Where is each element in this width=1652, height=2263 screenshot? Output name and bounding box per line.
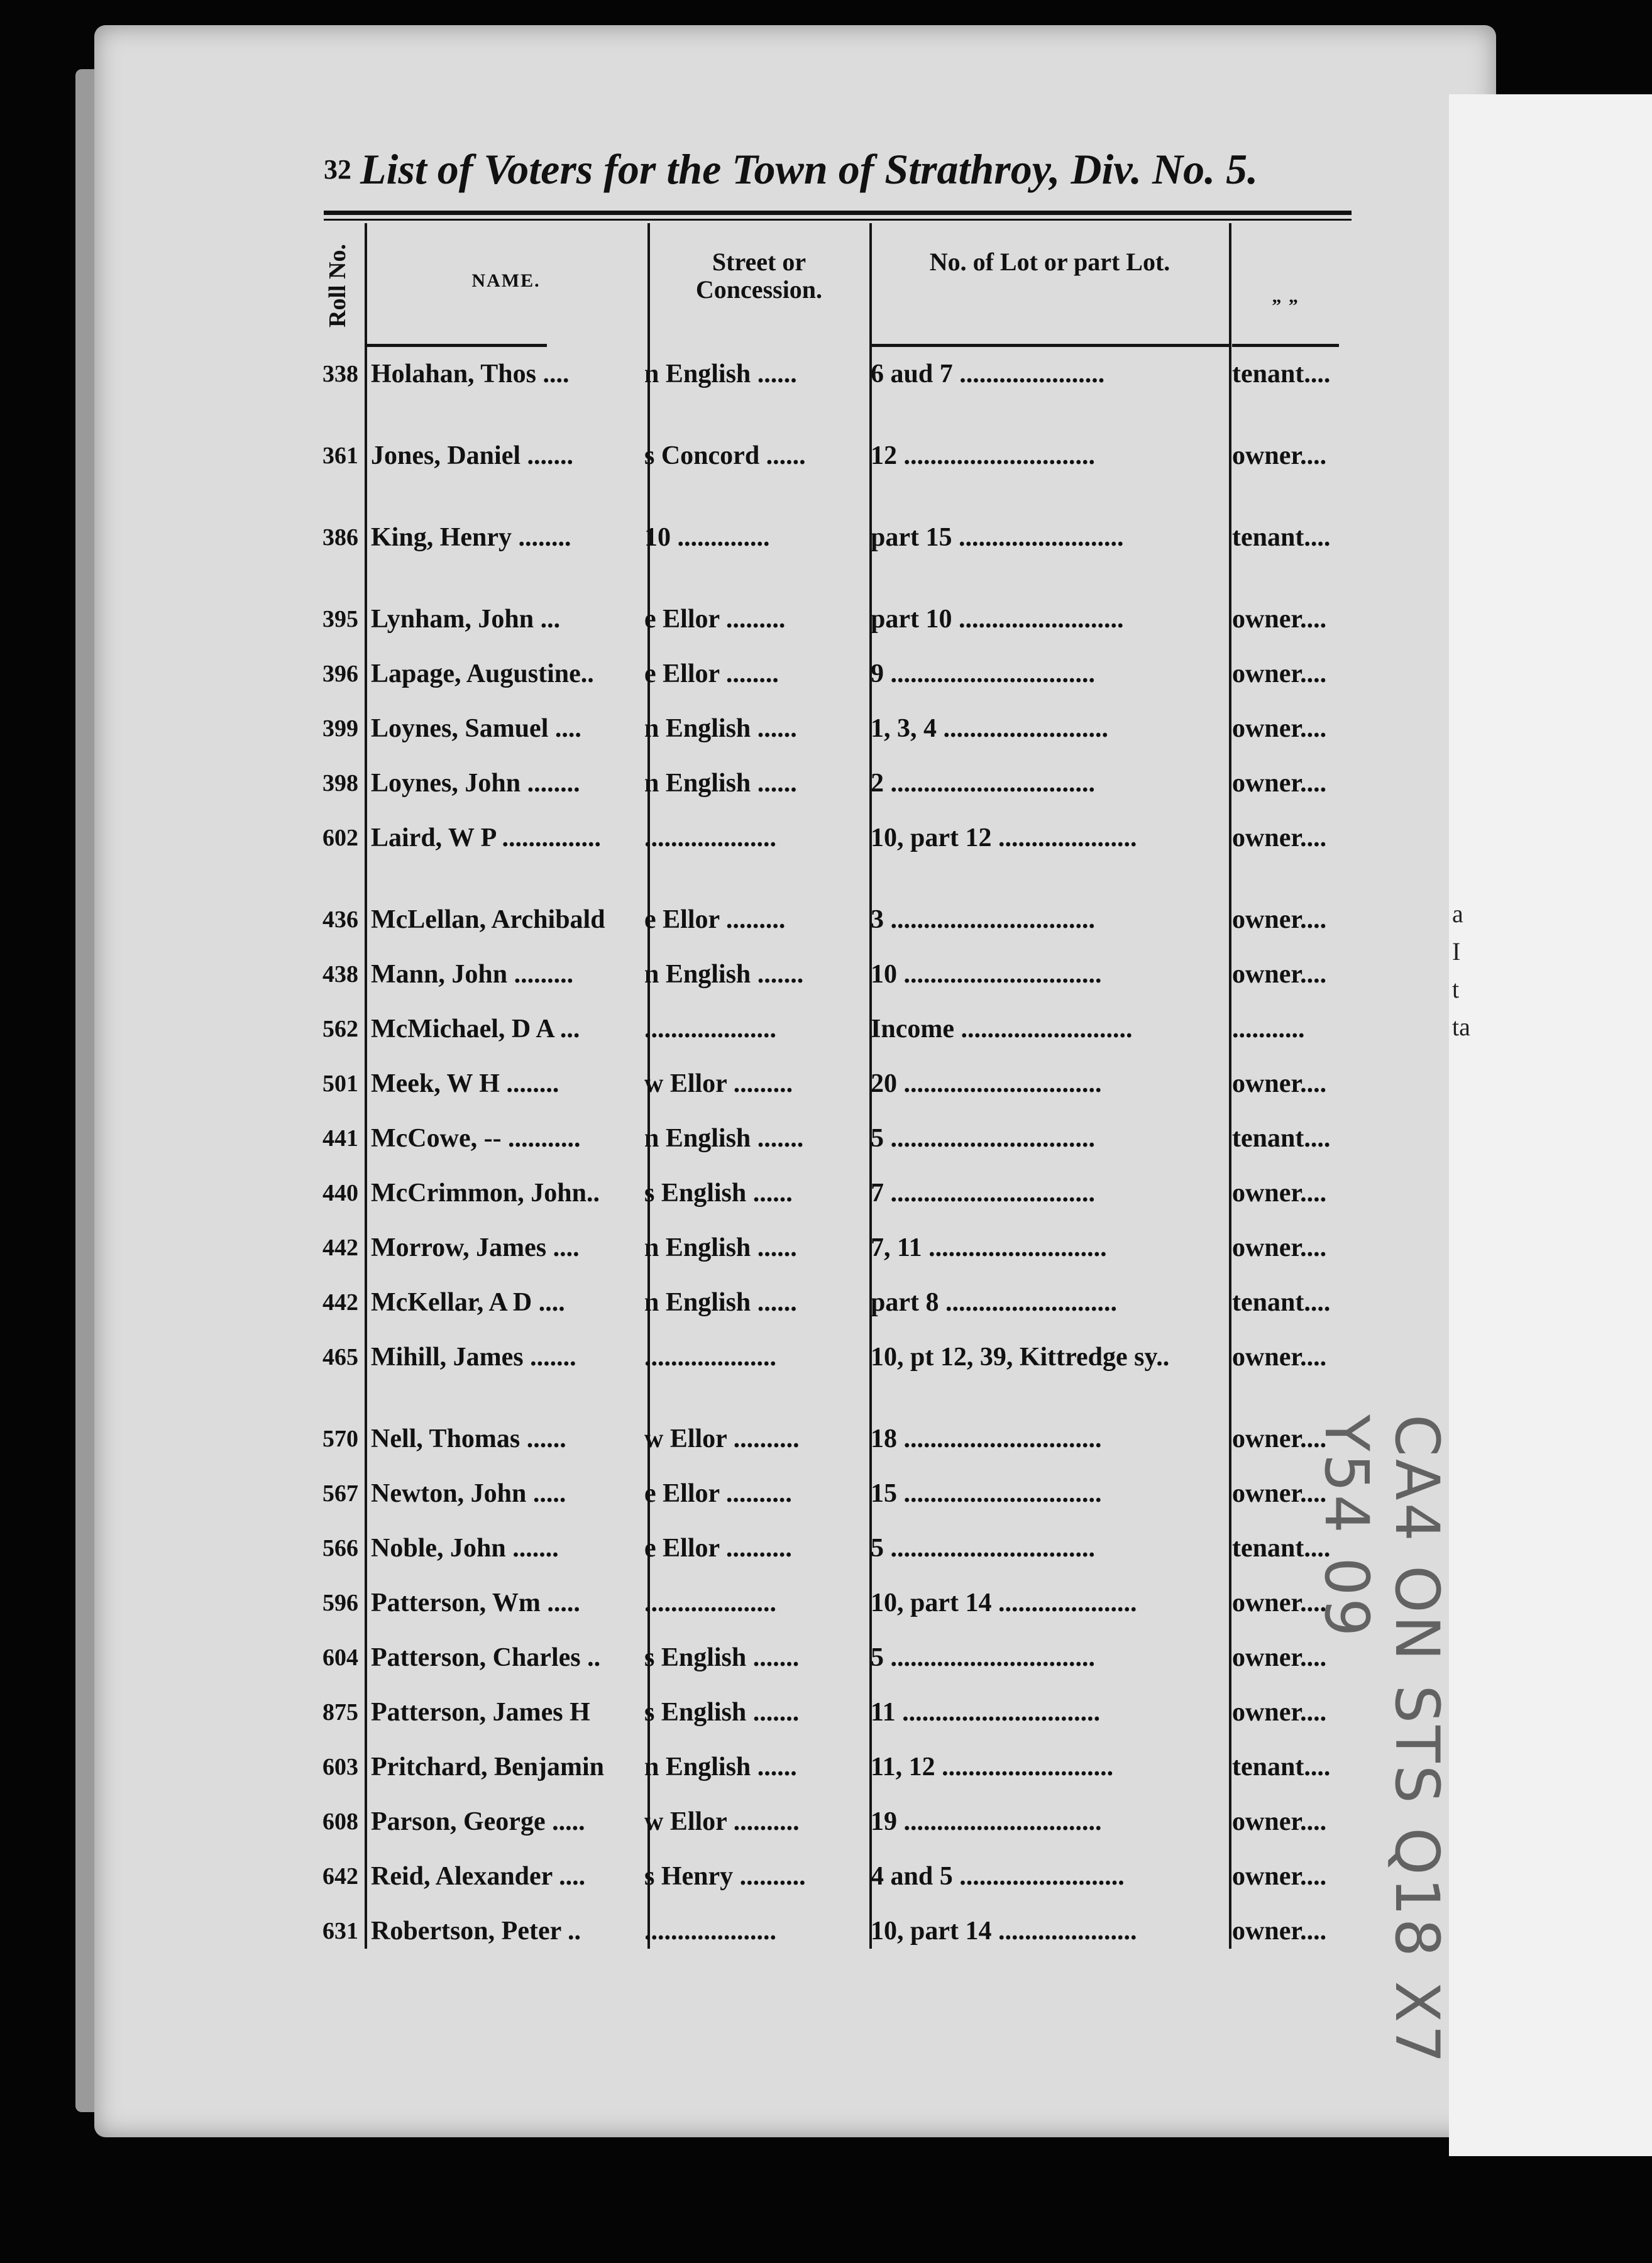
status: owner.... [1232, 1589, 1327, 1617]
column-header-rule [871, 344, 1229, 347]
lot: 11 .............................. [871, 1698, 1101, 1727]
column-header-rule [365, 344, 547, 347]
table-row [321, 1854, 1364, 1898]
voter-name: Pritchard, Benjamin [371, 1753, 604, 1781]
status: owner.... [1232, 605, 1327, 634]
voter-name: Patterson, Wm ..... [371, 1589, 580, 1617]
roll-number: 602 [322, 825, 358, 851]
status: owner.... [1232, 823, 1327, 852]
table-row [321, 1526, 1364, 1570]
table-row [321, 1007, 1364, 1051]
roll-number: 396 [322, 661, 358, 687]
street: s English ....... [644, 1698, 800, 1727]
table-row [321, 597, 1364, 641]
voter-name: Lynham, John ... [371, 605, 561, 634]
adjacent-page [1449, 94, 1652, 2156]
street: n English ...... [644, 360, 797, 388]
status: tenant.... [1232, 1753, 1331, 1781]
roll-number: 441 [322, 1125, 358, 1152]
lot: 5 ............................... [871, 1643, 1095, 1672]
status: owner.... [1232, 1917, 1327, 1946]
table-row [321, 1800, 1364, 1844]
lot: 5 ............................... [871, 1124, 1095, 1153]
street: w Ellor ......... [644, 1069, 793, 1098]
street: n English ....... [644, 1124, 804, 1153]
roll-number: 570 [322, 1426, 358, 1452]
status: owner.... [1232, 1069, 1327, 1098]
street: 10 .............. [644, 523, 770, 552]
lot: 2 ............................... [871, 769, 1095, 798]
table-row [321, 898, 1364, 942]
voter-name: Reid, Alexander .... [371, 1862, 586, 1891]
voter-name: Loynes, John ........ [371, 769, 580, 798]
table-row [321, 1745, 1364, 1789]
roll-number: 398 [322, 770, 358, 796]
table-row [321, 1226, 1364, 1270]
status: tenant.... [1232, 1534, 1331, 1563]
header-rule-thin [324, 219, 1352, 221]
status: owner.... [1232, 441, 1327, 470]
page-header [324, 145, 1367, 201]
status: owner.... [1232, 1179, 1327, 1208]
roll-number: 338 [322, 361, 358, 387]
page-title: List of Voters for the Town of Strathroy, Div. No. 5. [360, 145, 1258, 193]
roll-number: 399 [322, 715, 358, 742]
adjacent-page-fragment: I [1452, 937, 1461, 966]
roll-number: 438 [322, 961, 358, 988]
status: owner.... [1232, 769, 1327, 798]
status: tenant.... [1232, 523, 1331, 552]
table-row [321, 1171, 1364, 1215]
lot: 5 ............................... [871, 1534, 1095, 1563]
table-row [321, 816, 1364, 860]
voter-name: Noble, John ....... [371, 1534, 559, 1563]
lot: 10, pt 12, 39, Kittredge sy.. [871, 1343, 1170, 1372]
roll-number: 603 [322, 1754, 358, 1780]
status: owner.... [1232, 1343, 1327, 1372]
lot: 3 ............................... [871, 905, 1095, 934]
street: s Henry .......... [644, 1862, 806, 1891]
status: ........... [1232, 1015, 1305, 1043]
voter-name: Morrow, James .... [371, 1233, 580, 1262]
lot: 10, part 14 ..................... [871, 1589, 1137, 1617]
voter-name: Mihill, James ....... [371, 1343, 576, 1372]
table-row [321, 1690, 1364, 1734]
voters-table [321, 223, 1364, 1946]
lot: 20 .............................. [871, 1069, 1102, 1098]
street: e Ellor ......... [644, 905, 786, 934]
adjacent-page-fragment: t [1452, 975, 1460, 1003]
header-roll-no: Roll No. [324, 244, 351, 328]
roll-number: 642 [322, 1863, 358, 1890]
street: n English ...... [644, 769, 797, 798]
table-row [321, 352, 1364, 396]
table-row [321, 761, 1364, 805]
lot: 15 .............................. [871, 1479, 1102, 1508]
lot: Income .......................... [871, 1015, 1133, 1043]
table-row [321, 952, 1364, 996]
table-row [321, 1116, 1364, 1160]
street: .................... [644, 1917, 776, 1946]
status: owner.... [1232, 659, 1327, 688]
roll-number: 501 [322, 1071, 358, 1097]
status: tenant.... [1232, 1288, 1331, 1317]
status: owner.... [1232, 714, 1327, 743]
street: .................... [644, 1589, 776, 1617]
street: e Ellor .......... [644, 1534, 792, 1563]
column-header-rule [1232, 344, 1339, 347]
status: owner.... [1232, 1643, 1327, 1672]
voter-name: Lapage, Augustine.. [371, 659, 594, 688]
status: tenant.... [1232, 360, 1331, 388]
header-name: NAME. [471, 270, 541, 291]
street: n English ...... [644, 1288, 797, 1317]
street: .................... [644, 1015, 776, 1043]
voter-name: Patterson, James H [371, 1698, 590, 1727]
table-row [321, 652, 1364, 696]
table-row [321, 1636, 1364, 1680]
status: owner.... [1232, 1698, 1327, 1727]
street: .................... [644, 823, 776, 852]
roll-number: 361 [322, 443, 358, 469]
status: owner.... [1232, 905, 1327, 934]
lot: 18 .............................. [871, 1424, 1102, 1453]
header-rule [324, 211, 1352, 215]
lot: 10, part 12 ..................... [871, 823, 1137, 852]
table-row [321, 1062, 1364, 1106]
lot: part 8 .......................... [871, 1288, 1117, 1317]
table-row [321, 1335, 1364, 1379]
voter-name: Holahan, Thos .... [371, 360, 570, 388]
table-row [321, 707, 1364, 751]
lot: 1, 3, 4 ......................... [871, 714, 1108, 743]
roll-number: 436 [322, 906, 358, 933]
page-number: 32 [324, 154, 351, 185]
table-row [321, 515, 1364, 559]
street: e Ellor ......... [644, 605, 786, 634]
lot: 9 ............................... [871, 659, 1095, 688]
lot: 10 .............................. [871, 960, 1102, 989]
street: s English ...... [644, 1179, 793, 1208]
status: owner.... [1232, 1862, 1327, 1891]
voter-name: Jones, Daniel ....... [371, 441, 574, 470]
table-row [321, 1472, 1364, 1516]
roll-number: 631 [322, 1918, 358, 1944]
street: n English ...... [644, 1233, 797, 1262]
adjacent-page-fragment: ta [1452, 1013, 1470, 1041]
lot: 6 aud 7 ...................... [871, 360, 1105, 388]
roll-number: 875 [322, 1699, 358, 1726]
voter-name: McMichael, D A ... [371, 1015, 580, 1043]
lot: 11, 12 .......................... [871, 1753, 1114, 1781]
lot: 10, part 14 ..................... [871, 1917, 1137, 1946]
voter-name: Laird, W P ............... [371, 823, 602, 852]
header-lot: No. of Lot or part Lot. [929, 248, 1170, 276]
table-row [321, 1280, 1364, 1324]
voter-name: Newton, John ..... [371, 1479, 566, 1508]
lot: 19 .............................. [871, 1807, 1102, 1836]
adjacent-page-fragment: a [1452, 900, 1463, 928]
lot: 12 ............................. [871, 441, 1095, 470]
roll-number: 442 [322, 1235, 358, 1261]
street: n English ....... [644, 960, 804, 989]
voter-name: King, Henry ........ [371, 523, 571, 552]
street: w Ellor .......... [644, 1424, 800, 1453]
voter-name: Loynes, Samuel .... [371, 714, 581, 743]
street: w Ellor .......... [644, 1807, 800, 1836]
street: .................... [644, 1343, 776, 1372]
roll-number: 386 [322, 524, 358, 551]
street: e Ellor .......... [644, 1479, 792, 1508]
voter-name: McKellar, A D .... [371, 1288, 565, 1317]
status: owner.... [1232, 1479, 1327, 1508]
table-row [321, 1417, 1364, 1461]
table-row [321, 1909, 1364, 1953]
roll-number: 465 [322, 1344, 358, 1370]
voter-name: McCowe, -- ........... [371, 1124, 581, 1153]
street: e Ellor ........ [644, 659, 779, 688]
table-row [321, 434, 1364, 478]
status: owner.... [1232, 1424, 1327, 1453]
voter-name: Meek, W H ........ [371, 1069, 559, 1098]
roll-number: 608 [322, 1809, 358, 1835]
lot: part 15 ......................... [871, 523, 1124, 552]
table-row [321, 1581, 1364, 1625]
lot: 4 and 5 ......................... [871, 1862, 1125, 1891]
header-status: ” ” [1272, 295, 1299, 316]
roll-number: 395 [322, 606, 358, 632]
lot: 7, 11 ........................... [871, 1233, 1107, 1262]
status: owner.... [1232, 1807, 1327, 1836]
voter-name: Patterson, Charles .. [371, 1643, 601, 1672]
street: n English ...... [644, 714, 797, 743]
roll-number: 596 [322, 1590, 358, 1616]
archive-stamp: CA4 ON STS Q18 X7 Y54 09 [1311, 1414, 1452, 2066]
voter-name: McCrimmon, John.. [371, 1179, 600, 1208]
roll-number: 567 [322, 1480, 358, 1507]
voter-name: Robertson, Peter .. [371, 1917, 581, 1946]
voter-name: Nell, Thomas ...... [371, 1424, 566, 1453]
voter-name: Parson, George ..... [371, 1807, 585, 1836]
roll-number: 442 [322, 1289, 358, 1316]
street: n English ...... [644, 1753, 797, 1781]
street: s Concord ...... [644, 441, 806, 470]
voter-name: Mann, John ......... [371, 960, 574, 989]
status: owner.... [1232, 960, 1327, 989]
roll-number: 566 [322, 1535, 358, 1561]
status: owner.... [1232, 1233, 1327, 1262]
roll-number: 604 [322, 1644, 358, 1671]
voter-name: McLellan, Archibald [371, 905, 605, 934]
street: s English ....... [644, 1643, 800, 1672]
roll-number: 562 [322, 1016, 358, 1042]
status: tenant.... [1232, 1124, 1331, 1153]
lot: part 10 ......................... [871, 605, 1124, 634]
header-street: Street or Concession. [695, 248, 823, 304]
lot: 7 ............................... [871, 1179, 1095, 1208]
roll-number: 440 [322, 1180, 358, 1206]
